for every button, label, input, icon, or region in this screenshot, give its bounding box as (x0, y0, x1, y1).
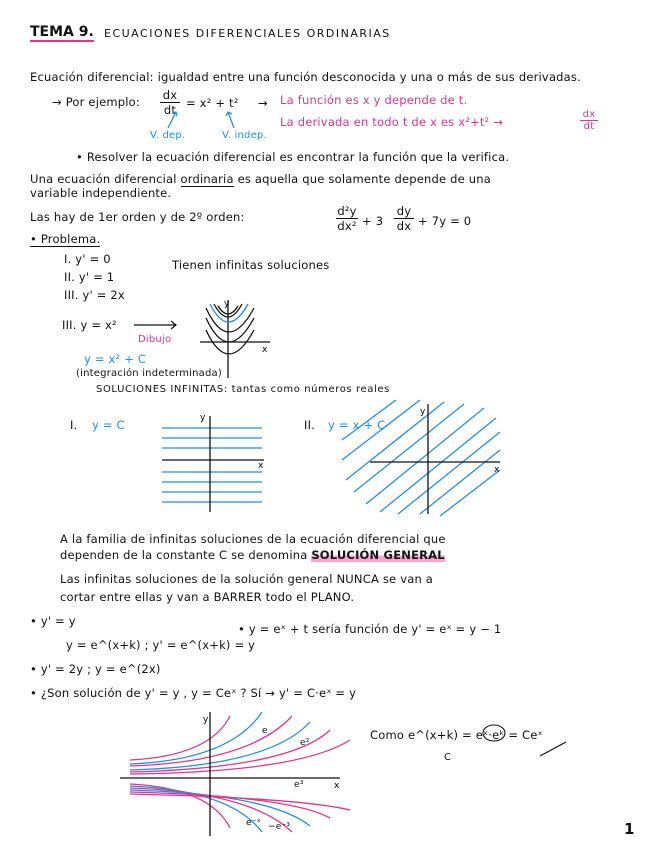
eq-rhs: = x² + t² (186, 96, 239, 110)
eq-fraction: dx dt (160, 88, 180, 117)
note-function: La función es x y depende de t. (280, 93, 468, 107)
svg-text:x: x (262, 345, 268, 355)
curve-label-e3: e³ (294, 780, 304, 790)
c-label: C (444, 752, 452, 763)
orders-line: Las hay de 1er orden y de 2º orden: (30, 210, 245, 224)
second-order-end: + 7y = 0 (418, 214, 472, 228)
problema-item-2: II. y' = 1 (64, 270, 115, 284)
dibujo-label: Dibujo (138, 334, 172, 345)
tema-title: TEMA 9. (30, 24, 94, 40)
curve-label-e: e (262, 726, 268, 736)
ordinaria-line: Una ecuación diferencial ordinaria es aquella que solamente depende de una (30, 172, 492, 186)
example-1-solution: y = e^(x+k) ; y' = e^(x+k) = y (66, 638, 256, 652)
case-i-eq: y = C (92, 418, 125, 432)
como-note: Como e^(x+k) = eˣ·eᵏ = Ceˣ (370, 728, 543, 742)
resolve-line: • Resolver la ecuación diferencial es encontrar la función que la verifica. (76, 150, 510, 164)
svg-text:y: y (200, 413, 206, 423)
problema-heading: • Problema. (30, 232, 101, 246)
familia-line-4: cortar entre ellas y van a BARRER todo el PLANO. (60, 590, 355, 604)
infinite-note: Tienen infinitas soluciones (172, 258, 330, 272)
eq-arrow: → (258, 96, 268, 110)
page-number: 1 (624, 820, 635, 838)
note-fraction: dx dt (580, 109, 598, 132)
infinite-solutions-line: SOLUCIONES INFINITAS: tantas como números reales (96, 384, 390, 395)
svg-text:x: x (258, 461, 264, 471)
familia-line-1: A la familia de infinitas soluciones de la ecuación diferencial que (60, 532, 446, 546)
case-ii-eq: y = x + C (328, 418, 386, 432)
svg-text:y: y (224, 299, 230, 309)
curve-label-neg-e3: −e⁻³ (268, 822, 291, 832)
note-derivative: La derivada en todo t de x es x²+t² → (280, 115, 504, 129)
svg-text:y: y (420, 407, 426, 417)
curve-label-e2: e² (300, 738, 310, 748)
curve-label-e-neg-x: e⁻ˣ (246, 818, 261, 828)
second-order-frac-1: d²y dx² (337, 204, 357, 233)
general-solution-eq: y = x² + C (84, 352, 147, 366)
definition-line: Ecuación diferencial: igualdad entre una función desconocida y una o más de sus derivadas. (30, 70, 581, 84)
svg-text:x: x (334, 781, 340, 791)
svg-text:y: y (203, 715, 209, 725)
example-3: • ¿Son solución de y' = y , y = Ceˣ ? Sí → y' = C·eˣ = y (30, 686, 357, 700)
problema-item-1: I. y' = 0 (64, 252, 111, 266)
svg-text:x: x (494, 465, 500, 475)
label-vdep: V. dep. (150, 130, 186, 141)
ordinaria-line-2: variable independiente. (30, 186, 172, 200)
second-order-frac-2: dy dx (394, 204, 414, 233)
case-i-label: I. (70, 418, 78, 432)
example-2: • y' = 2y ; y = e^(2x) (30, 662, 161, 676)
label-vindep: V. indep. (222, 130, 267, 141)
integration-note: (integración indeterminada) (76, 368, 222, 379)
familia-line-2: dependen de la constante C se denomina SOLUCIÓN GENERAL (60, 548, 445, 562)
page-subtitle: ECUACIONES DIFERENCIALES ORDINARIAS (104, 27, 391, 40)
second-order-mid: + 3 (362, 214, 384, 228)
example-prefix: → Por ejemplo: (52, 95, 140, 109)
problema-item-3: III. y' = 2x (64, 288, 125, 302)
case-ii-label: II. (304, 418, 316, 432)
example-side-note: • y = eˣ + t sería función de y' = eˣ = y − 1 (238, 622, 502, 636)
parabola-eq: III. y = x² (62, 318, 117, 332)
example-1: • y' = y (30, 614, 76, 628)
familia-line-3: Las infinitas soluciones de la solución general NUNCA se van a (60, 572, 434, 586)
